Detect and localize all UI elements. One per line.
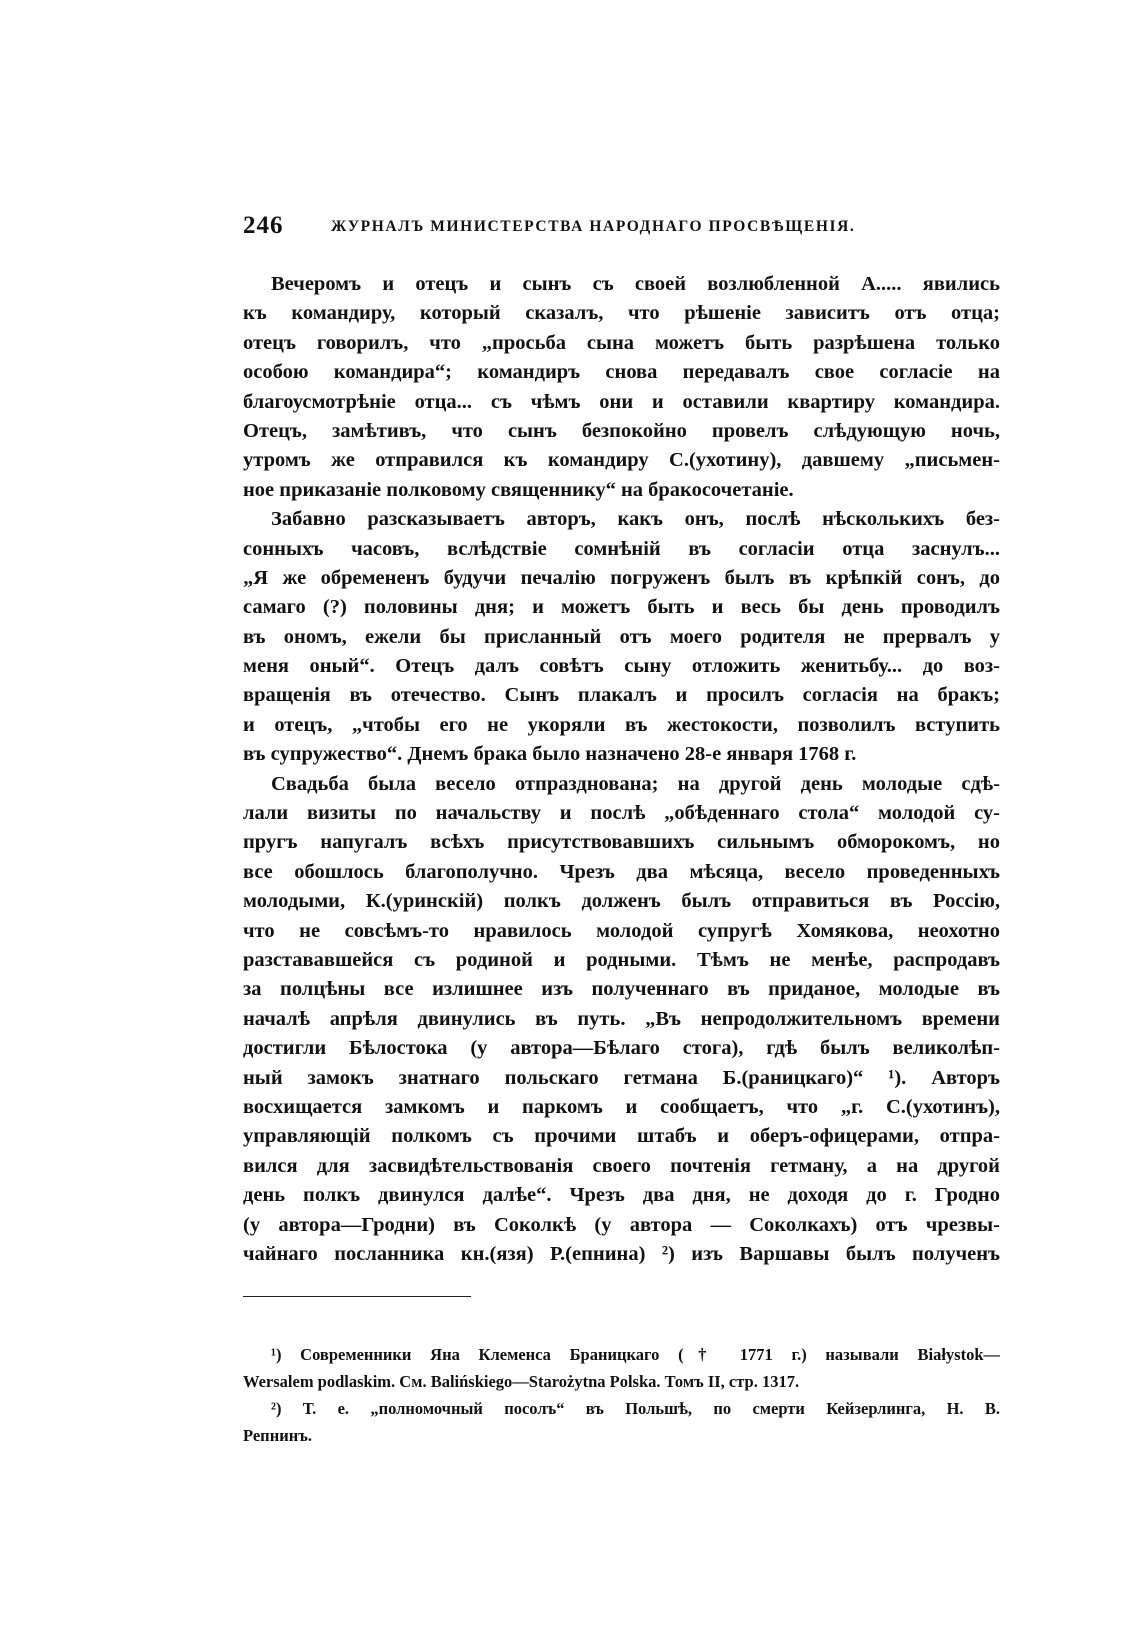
text-line: Отецъ, замѣтивъ, что сынъ безпокойно провелъ слѣдующую ночь, <box>243 419 1000 442</box>
text-line: чайнаго посланника кн.(язя) Р.(епнина) ²) изъ Варшавы былъ полученъ <box>243 1242 1000 1265</box>
text-line: (у автора—Гродни) въ Соколкѣ (у автора — Соколкахъ) отъ чрезвы- <box>243 1213 1000 1236</box>
footnote-line: ²) Т. е. „полномочный посолъ“ въ Польшѣ, по смерти Кейзерлинга, Н. В. <box>271 1399 1000 1418</box>
text-line: лали визиты по начальству и послѣ „обѣденнаго стола“ молодой су- <box>243 802 1000 825</box>
paragraph-1 <box>243 270 1000 505</box>
footnote-line: Wersalem podlaskim. См. Balińskiego—Starożytna Polska. Томъ II, стр. 1317. <box>243 1372 800 1391</box>
text-line: и отецъ, „чтобы его не укоряли въ жестокости, позволилъ вступить <box>243 713 1000 736</box>
text-line: за полцѣны все излишнее изъ полученнаго въ приданое, молодые въ <box>243 978 1000 1001</box>
text-line: все обошлось благополучно. Чрезъ два мѣсяца, весело проведенныхъ <box>243 860 1000 883</box>
text-line: самаго (?) половины дня; и можетъ быть и весь бы день проводилъ <box>243 596 1000 619</box>
text-line: пругъ напугалъ всѣхъ присутствовавшихъ сильнымъ обморокомъ, но <box>243 831 1000 854</box>
footnote-1 <box>243 1341 1000 1395</box>
text-line: что не совсѣмъ-то нравилось молодой супругѣ Хомякова, неохотно <box>243 919 1000 942</box>
text-line: въ ономъ, ежели бы присланный отъ моего родителя не прервалъ у <box>243 625 1000 648</box>
text-line: началѣ апрѣля двинулись въ путь. „Въ непродолжительномъ времени <box>243 1007 1000 1030</box>
paragraph-2 <box>243 505 1000 770</box>
text-line: меня оный“. Отецъ далъ совѣтъ сыну отложить женитьбу... до воз- <box>243 655 1000 678</box>
footnote-line: ¹) Современники Яна Клеменса Браницкаго († 1771 г.) называли Białystok— <box>271 1345 1000 1364</box>
body-text <box>243 270 1000 1269</box>
text-line: ное приказаніе полковому священнику“ на бракосочетаніе. <box>243 478 794 501</box>
text-line: утромъ же отправился къ командиру С.(ухотину), давшему „письмен- <box>243 449 1000 472</box>
footnotes <box>243 1341 1000 1449</box>
text-line: достигли Бѣлостока (у автора—Бѣлаго стога), гдѣ былъ великолѣп- <box>243 1037 1000 1060</box>
text-line: вился для засвидѣтельствованія своего почтенія гетману, а на другой <box>243 1154 1000 1177</box>
paragraph-3 <box>243 770 1000 1270</box>
text-line: въ супружество“. Днемъ брака было назначено 28-е января 1768 г. <box>243 743 857 766</box>
page-header <box>243 212 1003 248</box>
text-line: отецъ говорилъ, что „просьба сына можетъ быть разрѣшена только <box>243 331 1000 354</box>
text-line: ный замокъ знатнаго польскаго гетмана Б.(раницкаго)“ ¹). Авторъ <box>243 1066 1000 1089</box>
footnote-line: Репнинъ. <box>243 1426 312 1445</box>
text-line: сонныхъ часовъ, вслѣдствіе сомнѣній въ согласіи отца заснулъ... <box>243 537 1000 560</box>
text-line: къ командиру, который сказалъ, что рѣшеніе зависитъ отъ отца; <box>243 302 1000 325</box>
text-line: молодыми, К.(уринскій) полкъ долженъ былъ отправиться въ Россію, <box>243 890 1000 913</box>
page-number: 246 <box>243 212 284 239</box>
text-line: восхищается замкомъ и паркомъ и сообщаетъ, что „г. С.(ухотинъ), <box>243 1095 1000 1118</box>
text-line: день полкъ двинулся далѣе“. Чрезъ два дня, не доходя до г. Гродно <box>243 1184 1000 1207</box>
text-line: разстававшейся съ родиной и родными. Тѣмъ не менѣе, распродавъ <box>243 948 1000 971</box>
text-line: управляющій полкомъ съ прочими штабъ и оберъ-офицерами, отпра- <box>243 1125 1000 1148</box>
text-line: Забавно разсказываетъ авторъ, какъ онъ, послѣ нѣсколькихъ без- <box>271 508 1000 531</box>
text-line: Свадьба была весело отпразднована; на другой день молодые сдѣ- <box>271 772 1000 795</box>
footnote-divider <box>243 1296 471 1297</box>
running-title: ЖУРНАЛЪ МИНИСТЕРСТВА НАРОДНАГО ПРОСВѢЩЕНІЯ. <box>331 218 856 235</box>
text-line: вращенія въ отечество. Сынъ плакалъ и просилъ согласія на бракъ; <box>243 684 1000 707</box>
text-line: Вечеромъ и отецъ и сынъ съ своей возлюбленной А..... явились <box>271 273 1000 295</box>
text-line: благоусмотрѣніе отца... съ чѣмъ они и оставили квартиру командира. <box>243 390 1000 413</box>
text-line: особою командира“; командиръ снова передавалъ свое согласіе на <box>243 361 1000 384</box>
footnote-2 <box>243 1395 1000 1449</box>
text-line: „Я же обремененъ будучи печалію погруженъ былъ въ крѣпкій сонъ, до <box>243 566 1000 589</box>
